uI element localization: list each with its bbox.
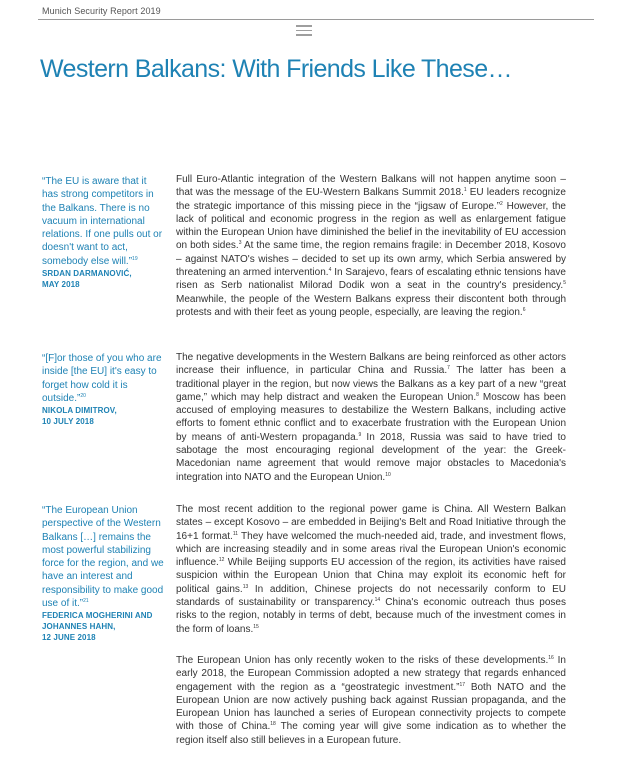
paragraph-text: However, the lack of political and economic progress in the region as well as enlargement fatigue within the European Union have diminished the belief in the inevitability of EU accession on both sides. [176,200,566,252]
page-title: Western Balkans: With Friends Like These… [40,55,512,83]
paragraph-text: China's economic outreach thus poses risks to the region, notably in terms of debt, because much of the investment comes in the form of loans. [176,597,566,635]
footnote-marker: 7 [447,365,450,372]
footnote-marker: 6 [522,306,526,313]
quote-text: “[F]or those of you who are inside [the EU] it's easy to forget how cold it is outside.” [42,353,162,404]
paragraph-text: In addition, Chinese projects do not necessarily conform to EU standards of sustainability or transparency. [176,583,566,609]
menu-icon-bar [296,34,312,36]
report-header-label: Munich Security Report 2019 [42,6,161,16]
footnote-marker: 18 [270,721,276,728]
paragraph-text: The most recent addition to the regional power game is China. All Western Balkan states – except Kosovo – are embedded in Beijing's Belt and Road Initiative through the 16+1 format. [176,504,566,542]
quote-footnote: 21 [83,598,89,605]
footnote-marker: 12 [218,557,225,564]
footnote-marker: 10 [385,471,391,478]
quote-author: NIKOLA DIMITROV, [42,406,117,416]
quote-text: “The European Union perspective of the Western Balkans […] remains the most powerful stabilizing force for the region, and we have an interest and responsibility to make good use of it.” [42,505,164,610]
paragraph-text: They have welcomed the much-needed aid, trade, and investment flows, which are increasing steadily and in some areas rival the European Union's economic influence. [176,530,567,569]
paragraph-text: The coming year will give some indication as to whether the region itself also still believes in a European future. [176,721,567,746]
paragraph-text: The negative developments in the Western Balkans are being reinforced as other actors increase their influence, in particular China and Russia. [176,352,566,377]
paragraph-text: In early 2018, the European Commission adopted a new strategy that regards enhanced engagement with the region as a “geostrategic investment.” [176,655,566,693]
footnote-marker: 13 [242,583,249,590]
menu-icon-bar [296,25,312,27]
paragraph-text: At the same time, the region remains fragile: in December 2018, Kosovo – against NATO's wishes – decided to set up its own army, which Serbia answered by threatening an armed intervention. [176,240,566,279]
footnote-marker: 2 [500,200,503,207]
quote-text: “The EU is aware that it has strong competitors in the Balkans. There is no vacuum in international relations. If one pulls out or doesn't want to act, somebody else will.” [42,176,163,267]
body-paragraph [176,654,566,747]
body-paragraph [176,351,566,484]
body-paragraph [176,173,566,319]
paragraph-text: In Sarajevo, fears of escalating ethnic tensions have risen as Serb nationalist Milorad Dodik won a seat in the country's presidency. [176,267,566,292]
footnote-marker: 16 [548,655,554,661]
footnote-marker: 11 [232,530,239,537]
sidebar-quote [42,175,164,290]
quote-date: MAY 2018 [42,280,80,290]
footnote-marker: 3 [238,240,242,247]
sidebar-quote [42,352,164,427]
body-paragraph [176,503,566,636]
quote-footnote: 20 [80,392,86,399]
footnote-marker: 4 [328,267,332,274]
footnote-marker: 14 [374,597,381,604]
quote-date: 10 JULY 2018 [42,417,94,427]
footnote-marker: 17 [459,681,466,688]
paragraph-text: Moscow has been accused of employing measures to destabilize the Western Balkans, including active efforts to foment ethnic conflict and to exacerbate frustration with the European Union by means of anti-Western propaganda. [176,391,566,443]
paragraph-text: The latter has been a traditional player in the region, but now views the Balkans as a key part of a new “great game,” which may help distract and weaken the European Union. [176,365,566,403]
quote-author: FEDERICA MOGHERINI AND JOHANNES HAHN, [42,611,153,632]
footnote-marker: 8 [476,391,479,398]
paragraph-text: EU leaders recognize the strategic importance of this missing piece in the “jigsaw of Europe.” [176,187,566,212]
paragraph-text: The European Union has only recently woken to the risks of these developments. [176,655,549,666]
quote-footnote: 19 [132,255,138,262]
footnote-marker: 9 [358,431,362,438]
paragraph-text: Meanwhile, the people of the Western Balkans express their discontent both through protests and with their feet as young people, especially, are leaving the region. [176,293,566,318]
sidebar-quote [42,504,164,643]
footnote-marker: 5 [563,280,566,287]
footnote-marker: 1 [463,187,467,194]
header-divider [38,19,594,20]
hamburger-menu-icon[interactable] [296,25,312,39]
quote-date: 12 JUNE 2018 [42,633,96,643]
paragraph-text: Both NATO and the European Union are now actively pushing back against Russian propaganda, and the European Union has launched a series of European connectivity projects to compete with those of China. [176,681,566,733]
footnote-marker: 15 [253,623,259,630]
paragraph-text: While Beijing supports EU accession of the region, its activities have raised suspicion within the European Union that China may exploit its economic heft for political gains. [176,557,566,595]
paragraph-text: In 2018, Russia was said to have tried to sabotage the most encouraging regional development of the year: the Greek-Macedonian name agreement that would remove major obstacles to Macedonia's integration into NATO and the European Union. [176,431,566,483]
paragraph-text: Full Euro-Atlantic integration of the Western Balkans will not happen anytime soon – that was the message of the EU-Western Balkans Summit 2018. [176,174,566,199]
quote-author: SRDAN DARMANOVIĆ, [42,269,132,279]
menu-icon-bar [296,30,312,32]
